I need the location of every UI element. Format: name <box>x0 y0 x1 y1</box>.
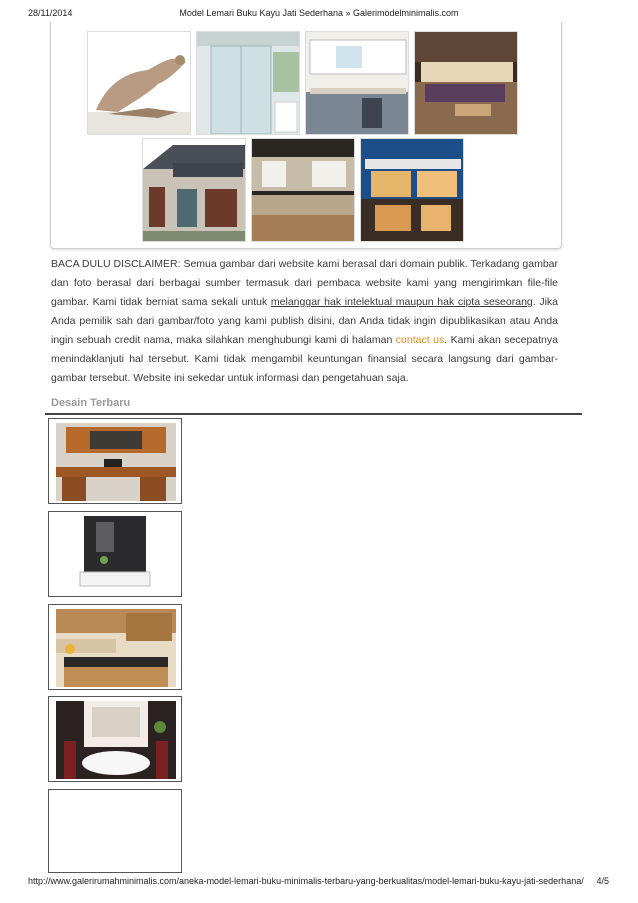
image-gallery <box>50 22 562 249</box>
recent-item-bathtub[interactable] <box>48 696 182 782</box>
gallery-image-shower[interactable] <box>196 31 300 135</box>
page-number: 4/5 <box>596 876 609 886</box>
recent-item-bathroom[interactable] <box>48 511 182 597</box>
recent-item-wood-kitchen[interactable] <box>48 604 182 690</box>
disclaimer-part-2: . Jika Anda pemilik sah dari gambar/foto yang kami publish disini, dan Anda tidak ingin dipublikasikan atau Anda ingin sebuah credit nama, maka silahkan menghubungi kami di halaman <box>51 296 558 346</box>
gallery-image-living-room[interactable] <box>414 31 518 135</box>
gallery-image-sculpture[interactable] <box>87 31 191 135</box>
section-title-recent: Desain Terbaru <box>51 397 131 409</box>
disclaimer-part-1: BACA DULU DISCLAIMER: Semua gambar dari website kami berasal dari domain publik. Terkadang gambar dan foto berasal dari berbagai sumber termasuk dari pembaca website kami yang mengirimkan file-file gambar. Kami tidak berniat sama sekali untuk <box>51 258 558 308</box>
contact-us-link[interactable]: contact us <box>395 334 445 346</box>
footer-url: http://www.galerirumahminimalis.com/aneka-model-lemari-buku-minimalis-terbaru-yang-berkualitas/model-lemari-buku-kayu-jati-sederhana/ <box>28 876 584 886</box>
gallery-image-house[interactable] <box>142 138 246 242</box>
disclaimer-part-3: . Kami akan secepatnya menindaklanjuti hal tersebut. Kami tidak mengambil keuntungan finansial secara langsung dari gambar-gambar tersebut. Website ini sekedar untuk informasi dan pengetahuan saja. <box>51 334 558 384</box>
copyright-link[interactable]: melanggar hak intelektual maupun hak cipta seseorang <box>270 296 533 308</box>
recent-item-office[interactable] <box>48 418 182 504</box>
disclaimer-text <box>51 255 558 388</box>
gallery-image-kitchen[interactable] <box>305 31 409 135</box>
section-divider <box>45 413 582 415</box>
print-date: 28/11/2014 <box>28 8 73 18</box>
gallery-image-modern-kitchen[interactable] <box>251 138 355 242</box>
recent-item-empty[interactable] <box>48 789 182 873</box>
print-header <box>0 0 638 22</box>
print-title: Model Lemari Buku Kayu Jati Sederhana » Galerimodelminimalis.com <box>179 8 459 18</box>
gallery-image-modern-house[interactable] <box>360 138 464 242</box>
